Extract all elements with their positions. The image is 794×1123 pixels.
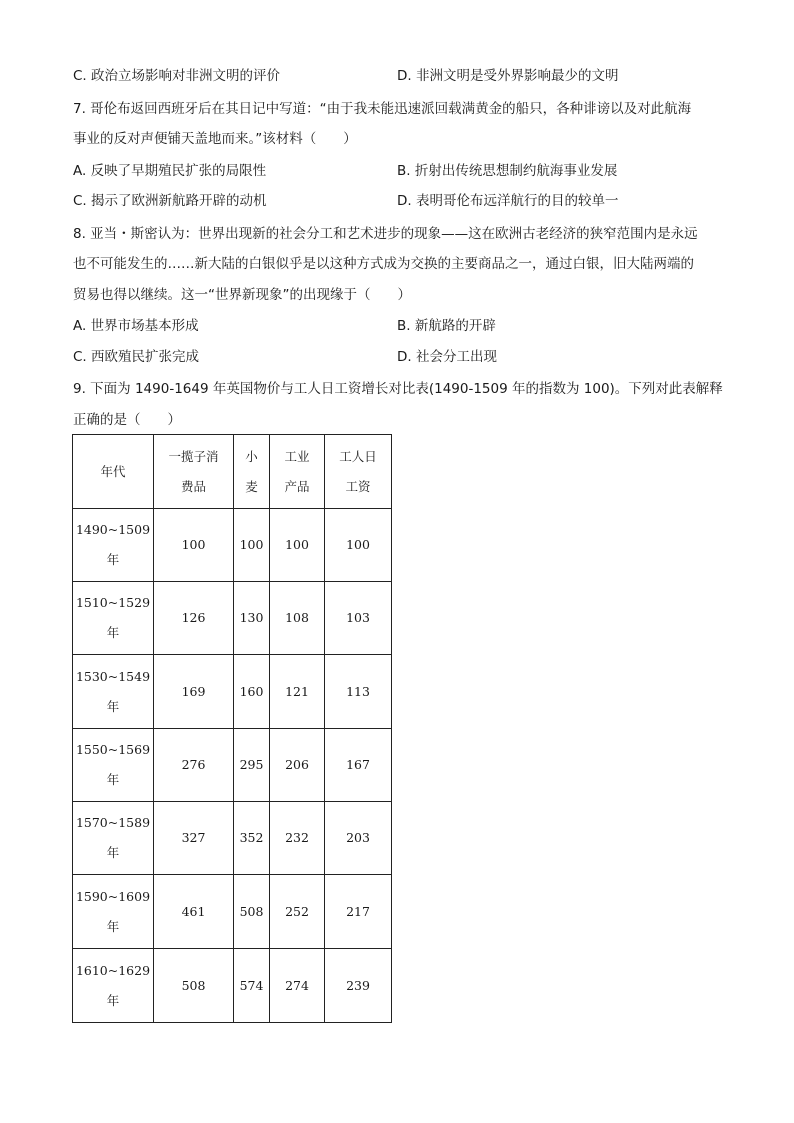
cell-wage: 167 <box>325 729 392 802</box>
q7-stem-line1: 7. 哥伦布返回西班牙后在其日记中写道：“由于我未能迅速派回载满黄金的船只，各种诽谤以及对此航海 <box>73 101 692 117</box>
row-period <box>73 949 154 1023</box>
cell-wheat: 295 <box>234 729 270 802</box>
q8-option-c: C. 西欧殖民扩张完成 <box>73 349 200 365</box>
header-wage-l1: 工人日 <box>339 448 377 464</box>
period-range: 1610~1629 <box>75 962 151 978</box>
header-consumer-goods <box>154 435 234 509</box>
cell-consumer: 100 <box>154 509 234 582</box>
cell-industrial: 100 <box>270 509 325 582</box>
q9-stem-line1: 9. 下面为 1490-1649 年英国物价与工人日工资增长对比表(1490-1509 年的指数为 100)。下列对此表解释 <box>73 381 723 397</box>
q8-option-d: D. 社会分工出现 <box>397 349 497 365</box>
q8-option-a: A. 世界市场基本形成 <box>73 318 199 334</box>
header-wage-l2: 工资 <box>345 478 371 494</box>
table-row <box>73 655 392 729</box>
q6-option-d: D. 非洲文明是受外界影响最少的文明 <box>397 68 619 84</box>
q9-stem-line2: 正确的是（ ） <box>73 412 181 428</box>
q8-stem-line3: 贸易也得以继续。这一“世界新现象”的出现缘于（ ） <box>73 287 411 303</box>
cell-consumer: 508 <box>154 949 234 1023</box>
q7-option-a: A. 反映了早期殖民扩张的局限性 <box>73 163 267 179</box>
cell-consumer: 169 <box>154 655 234 729</box>
cell-industrial: 108 <box>270 582 325 655</box>
cell-wage: 239 <box>325 949 392 1023</box>
header-consumer-goods-l2: 费品 <box>180 478 206 494</box>
period-suffix: 年 <box>106 845 120 860</box>
period-range: 1510~1529 <box>75 595 151 610</box>
cell-wheat: 508 <box>234 875 270 949</box>
cell-industrial: 274 <box>270 949 325 1023</box>
cell-industrial: 121 <box>270 655 325 729</box>
q7-option-b: B. 折射出传统思想制约航海事业发展 <box>397 163 618 179</box>
table-row <box>73 949 392 1023</box>
period-suffix: 年 <box>106 992 120 1008</box>
cell-consumer: 126 <box>154 582 234 655</box>
period-range: 1530~1549 <box>75 668 151 684</box>
cell-industrial: 206 <box>270 729 325 802</box>
cell-consumer: 276 <box>154 729 234 802</box>
cell-wheat: 574 <box>234 949 270 1023</box>
row-period <box>73 582 154 655</box>
header-wage <box>325 435 392 509</box>
cell-wage: 103 <box>325 582 392 655</box>
cell-wage: 100 <box>325 509 392 582</box>
table-row <box>73 802 392 875</box>
cell-industrial: 252 <box>270 875 325 949</box>
q8-option-b: B. 新航路的开辟 <box>397 318 496 334</box>
cell-wheat: 160 <box>234 655 270 729</box>
cell-wage: 203 <box>325 802 392 875</box>
header-industrial-l1: 工业 <box>284 448 310 464</box>
cell-wheat: 100 <box>234 509 270 582</box>
period-suffix: 年 <box>106 625 120 640</box>
header-wheat-l1: 小 <box>245 448 258 464</box>
cell-consumer: 327 <box>154 802 234 875</box>
period-range: 1490~1509 <box>75 522 151 537</box>
q6-option-c: C. 政治立场影响对非洲文明的评价 <box>73 68 281 84</box>
row-period <box>73 655 154 729</box>
period-suffix: 年 <box>106 698 120 714</box>
period-range: 1550~1569 <box>75 742 151 757</box>
header-industrial <box>270 435 325 509</box>
table-row <box>73 729 392 802</box>
header-period <box>73 435 154 509</box>
header-wheat-l2: 麦 <box>245 478 258 494</box>
price-wage-table <box>72 434 392 1023</box>
row-period <box>73 509 154 582</box>
q8-stem-line1: 8. 亚当・斯密认为：世界出现新的社会分工和艺术进步的现象——这在欧洲古老经济的狭窄范围内是永远 <box>73 226 698 242</box>
row-period <box>73 875 154 949</box>
period-range: 1590~1609 <box>75 888 151 904</box>
header-wheat <box>234 435 270 509</box>
header-industrial-l2: 产品 <box>284 478 310 494</box>
header-consumer-goods-l1: 一揽子消 <box>168 448 219 464</box>
cell-wage: 217 <box>325 875 392 949</box>
q8-stem-line2: 也不可能发生的……新大陆的白银似乎是以这种方式成为交换的主要商品之一，通过白银，旧大陆两端的 <box>73 256 694 272</box>
header-period-label: 年代 <box>100 463 126 479</box>
row-period <box>73 729 154 802</box>
q7-option-c: C. 揭示了欧洲新航路开辟的动机 <box>73 193 267 209</box>
table-header-row <box>73 435 392 509</box>
period-suffix: 年 <box>106 772 120 787</box>
period-suffix: 年 <box>106 552 120 567</box>
table-row <box>73 582 392 655</box>
cell-wheat: 130 <box>234 582 270 655</box>
cell-industrial: 232 <box>270 802 325 875</box>
q7-stem-line2: 事业的反对声便铺天盖地而来。”该材料（ ） <box>73 131 357 147</box>
table-row <box>73 509 392 582</box>
q7-option-d: D. 表明哥伦布远洋航行的目的较单一 <box>397 193 619 209</box>
cell-wheat: 352 <box>234 802 270 875</box>
cell-consumer: 461 <box>154 875 234 949</box>
period-suffix: 年 <box>106 918 120 934</box>
table-row <box>73 875 392 949</box>
period-range: 1570~1589 <box>75 815 151 830</box>
row-period <box>73 802 154 875</box>
cell-wage: 113 <box>325 655 392 729</box>
